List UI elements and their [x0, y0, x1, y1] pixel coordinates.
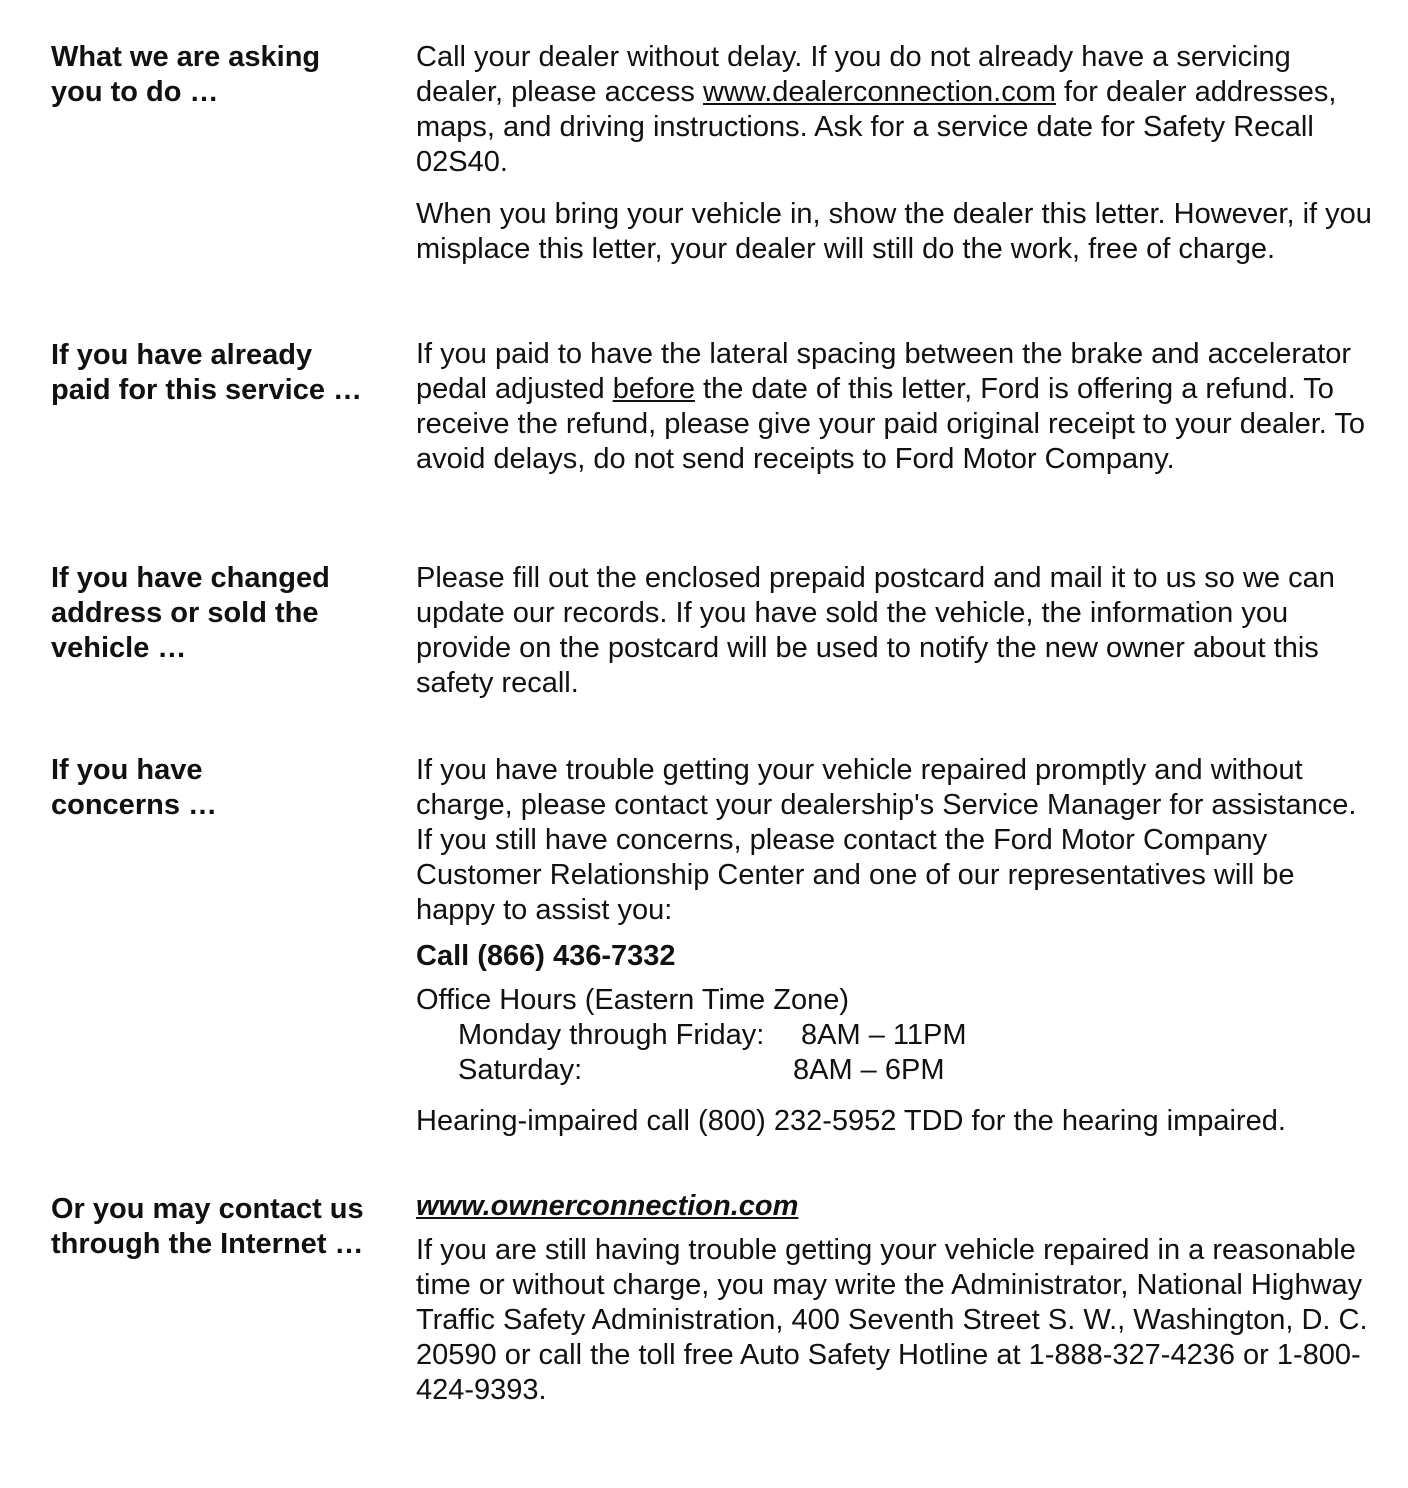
- underlined-before: before: [612, 373, 695, 405]
- body-changed-address: [416, 561, 1376, 701]
- call-number: Call (866) 436-7332: [416, 940, 676, 972]
- label-line: What we are asking: [51, 41, 321, 73]
- label-concerns: [51, 753, 396, 823]
- text-segment: Call your dealer without delay. If you do not already have a servicing dealer, please access: [416, 41, 1291, 108]
- label-line: paid for this service …: [51, 374, 363, 406]
- hearing-impaired-line: Hearing-impaired call (800) 232-5952 TDD for the hearing impaired.: [416, 1105, 1286, 1137]
- label-line: Or you may contact us: [51, 1193, 364, 1225]
- label-line: concerns …: [51, 789, 217, 821]
- body-concerns: [416, 753, 1376, 1139]
- body-internet: [416, 1189, 1376, 1408]
- paragraph-bring-letter: When you bring your vehicle in, show the dealer this letter. However, if you misplace this letter, your dealer will still do the work, free of charge.: [416, 198, 1372, 265]
- label-line: address or sold the: [51, 597, 319, 629]
- paragraph-refund: [416, 337, 1376, 477]
- label-line: If you have changed: [51, 562, 330, 594]
- label-changed-address: [51, 561, 396, 666]
- paragraph-postcard: Please fill out the enclosed prepaid postcard and mail it to us so we can update our records. If you have sold the vehicle, the information you provide on the postcard will be used to notify the new owner about this safety recall.: [416, 562, 1335, 699]
- text-segment: for dealer addresses, maps, and driving instructions. Ask for a service date for Safety Recall 02S40.: [416, 76, 1337, 178]
- paragraph-nhtsa: If you are still having trouble getting your vehicle repaired in a reasonable time or without charge, you may write the Administrator, National Highway Traffic Safety Administration, 400 Seventh Street S. W., Washington, D. C. 20590 or call the toll free Auto Safety Hotline at 1-888-327-4236 or 1-800-424-9393.: [416, 1234, 1368, 1406]
- hours-day: Monday through Friday:: [458, 1019, 765, 1051]
- dealerconnection-link[interactable]: www.dealerconnection.com: [702, 76, 1056, 108]
- label-line: through the Internet …: [51, 1228, 364, 1260]
- hours-time: 8AM – 11PM: [793, 1019, 967, 1051]
- label-line: If you have already: [51, 339, 313, 371]
- ownerconnection-link[interactable]: www.ownerconnection.com: [416, 1190, 799, 1222]
- office-hours-title: Office Hours (Eastern Time Zone): [416, 984, 850, 1016]
- hours-row-saturday: [416, 1053, 1376, 1088]
- label-line: vehicle …: [51, 632, 187, 664]
- body-already-paid: [416, 337, 1376, 477]
- text-segment: If you paid to have the lateral spacing between the brake and accelerator pedal adjusted: [416, 338, 1352, 405]
- text-segment: the date of this letter, Ford is offering a refund. To receive the refund, please give your paid original receipt to your dealer. To avoid delays, do not send receipts to Ford Motor Company.: [416, 373, 1365, 475]
- label-internet: [51, 1192, 396, 1262]
- hours-row-weekday: [416, 1018, 1376, 1053]
- hours-day: Saturday:: [458, 1054, 583, 1086]
- label-what-we-are-asking: [51, 40, 396, 110]
- label-already-paid: [51, 338, 396, 408]
- label-line: you to do …: [51, 76, 219, 108]
- hours-time: 8AM – 6PM: [793, 1054, 945, 1086]
- body-what-we-are-asking: [416, 40, 1376, 267]
- paragraph-concerns: If you have trouble getting your vehicle repaired promptly and without charge, please contact your dealership's Service Manager for assistance. If you still have concerns, please contact the Ford Motor Company Customer Relationship Center and one of our representatives will be happy to assist you:: [416, 754, 1357, 926]
- label-line: If you have: [51, 754, 203, 786]
- paragraph-call-dealer: [416, 40, 1376, 180]
